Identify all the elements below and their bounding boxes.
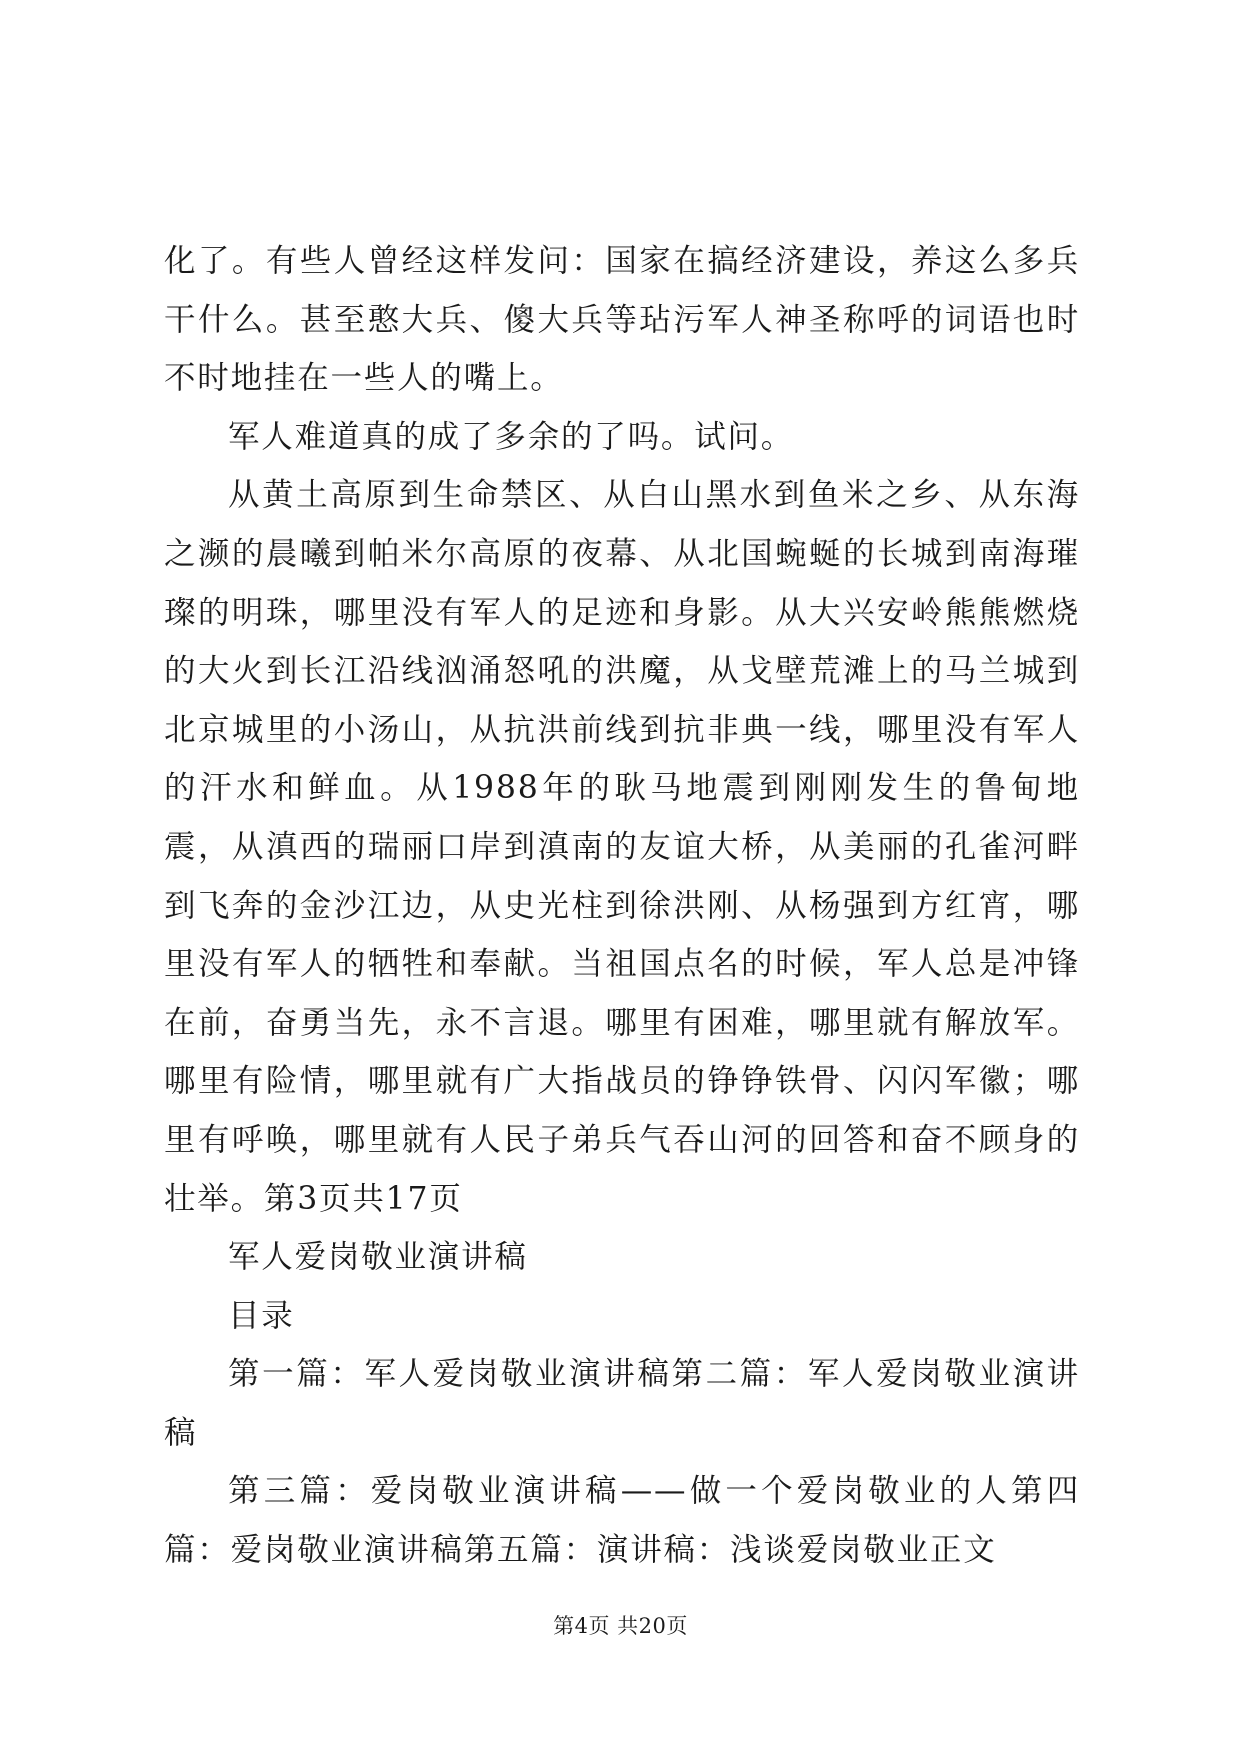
section-title: 军人爱岗敬业演讲稿 — [228, 1239, 528, 1276]
paragraph-2: 军人难道真的成了多余的了吗。试问。 — [228, 418, 795, 455]
toc-heading: 目录 — [228, 1297, 295, 1334]
toc-line-2: 第三篇：爱岗敬业演讲稿——做一个爱岗敬业的人第四篇：爱岗敬业演讲稿第五篇：演讲稿：浅谈爱岗敬业正文 — [164, 1473, 1080, 1569]
body-text — [164, 232, 1080, 1580]
page-number-footer: 第4页 共20页 — [553, 1614, 688, 1638]
paragraph-1: 化了。有些人曾经这样发问：国家在搞经济建设，养这么多兵干什么。甚至憨大兵、傻大兵等玷污军人神圣称呼的词语也时不时地挂在一些人的嘴上。 — [164, 243, 1080, 397]
toc-line-1: 第一篇：军人爱岗敬业演讲稿第二篇：军人爱岗敬业演讲稿 — [164, 1356, 1080, 1451]
paragraph-3: 从黄土高原到生命禁区、从白山黑水到鱼米之乡、从东海之濒的晨曦到帕米尔高原的夜幕、从北国蜿蜒的长城到南海璀璨的明珠，哪里没有军人的足迹和身影。从大兴安岭熊熊燃烧的大火到长江沿线汹涌怒吼的洪魔，从戈壁荒滩上的马兰城到北京城里的小汤山，从抗洪前线到抗非典一线，哪里没有军人的汗水和鲜血。从1988年的耿马地震到刚刚发生的鲁甸地震，从滇西的瑞丽口岸到滇南的友谊大桥，从美丽的孔雀河畔到飞奔的金沙江边，从史光柱到徐洪刚、从杨强到方红宵，哪里没有军人的牺牲和奉献。当祖国点名的时候，军人总是冲锋在前，奋勇当先，永不言退。哪里有困难，哪里就有解放军。哪里有险情，哪里就有广大指战员的铮铮铁骨、闪闪军徽；哪里有呼唤，哪里就有人民子弟兵气吞山河的回答和奋不顾身的壮举。第3页共17页 — [164, 477, 1080, 1217]
